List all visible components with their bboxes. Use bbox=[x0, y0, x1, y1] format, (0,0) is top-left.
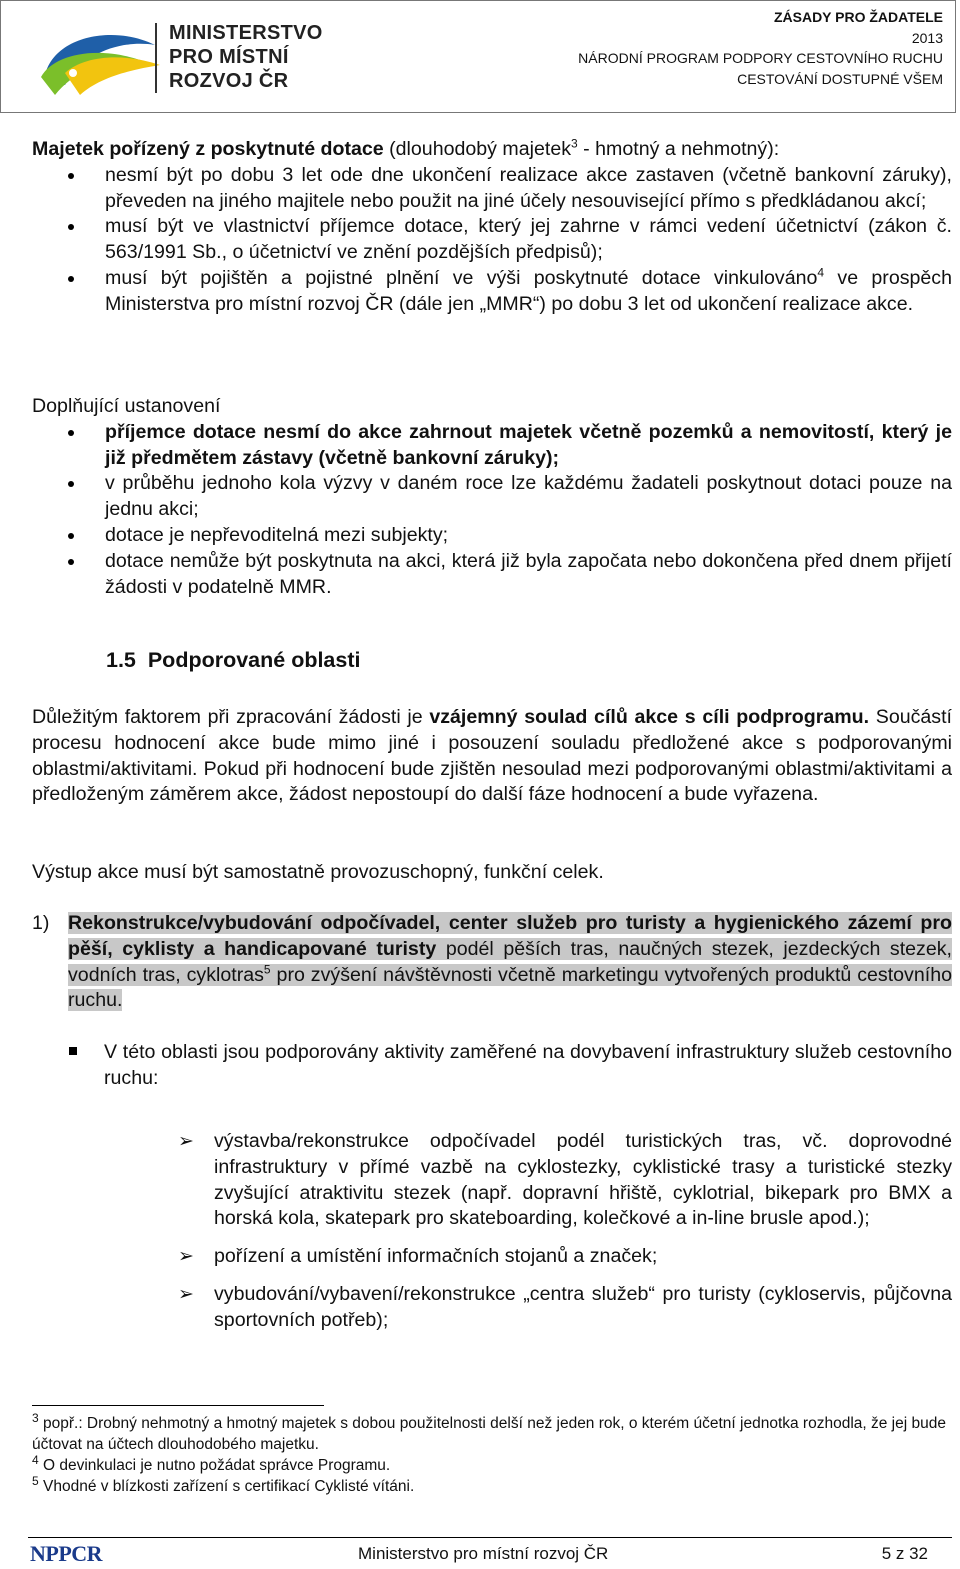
list-item: nesmí být po dobu 3 let ode dne ukončení realizace akce zastaven (včetně bankovní záruky), převeden na jiného majitele nebo použit na jiné účely nesouvisející přímo s předkládanou akcí; bbox=[32, 163, 952, 215]
section-assets bbox=[32, 137, 952, 318]
arrow-icon: ➢ bbox=[178, 1283, 194, 1305]
footnotes bbox=[32, 1410, 950, 1497]
page-number: 5 z 32 bbox=[881, 1544, 928, 1563]
arrow-icon: ➢ bbox=[178, 1131, 194, 1152]
list-item: musí být ve vlastnictví příjemce dotace, který jej zahrne v rámci vedení účetnictví (zákon č. 563/1991 Sb., o účetnictví ve znění pozdějších předpisů); bbox=[32, 214, 952, 266]
area-1 bbox=[32, 911, 952, 1014]
page-header bbox=[0, 0, 956, 113]
program-name: NÁRODNÍ PROGRAM PODPORY CESTOVNÍHO RUCHU bbox=[578, 50, 943, 66]
area-1-activities bbox=[32, 1040, 952, 1092]
area-title: Rekonstrukce/vybudování odpočívadel, center služeb pro turisty a hygienického zázemí pro pěší, cyklisty a handicapované turisty podél pěších tras, naučných stezek, jezdeckých stezek, vodních tras, cyklotras$^5$ pro zvýšení návštěvnosti včetně marketingu vytvořených produktů cestovního ruchu. bbox=[68, 912, 952, 1012]
nppcr-logo: NPPCR bbox=[30, 1541, 103, 1566]
ministry-name: MINISTERSTVO PRO MÍSTNÍ ROZVOJ ČR bbox=[169, 22, 323, 92]
section-output-paragraph: Výstup akce musí být samostatně provozuschopný, funkční celek. bbox=[32, 861, 604, 883]
footer-separator bbox=[28, 1537, 952, 1538]
section-intro-paragraph: Důležitým faktorem při zpracování žádosti je vzájemný soulad cílů akce s cíli podprogramu. Součástí procesu hodnocení akce bude mimo jiné i posouzení souladu předložené akce s podporovanými oblastmi/aktivitami. Pokud při hodnocení bude zjištěn nesoulad mezi podporovanými oblastmi/aktivitami a předloženým záměrem akce, žádost nepostoupí do další fáze hodnocení a bude vyřazena. bbox=[32, 706, 952, 806]
list-item: ➢ vybudování/vybavení/rekonstrukce „centra služeb“ pro turisty (cykloservis, půjčovna sportovních potřeb); bbox=[178, 1282, 952, 1331]
section-heading: Doplňující ustanovení bbox=[32, 395, 221, 417]
logo-divider bbox=[155, 23, 157, 93]
section-heading: Majetek pořízený z poskytnuté dotace (dlouhodobý majetek$^3$ - hmotný a nehmotný): bbox=[32, 136, 780, 160]
area-number: 1) bbox=[32, 912, 50, 934]
subprogram-name: CESTOVÁNÍ DOSTUPNÉ VŠEM bbox=[737, 70, 943, 87]
section-supported-areas bbox=[32, 648, 952, 674]
footnote: $^4$ O devinkulaci je nutno požádat správce Programu. bbox=[32, 1452, 391, 1474]
list-item: dotace nemůže být poskytnuta na akci, která již byla započata nebo dokončena před dnem přijetí žádosti v podatelně MMR. bbox=[32, 549, 952, 601]
list-item: musí být pojištěn a pojistné plnění ve výši poskytnuté dotace vinkulováno$^4$ ve prospěch Ministerstva pro místní rozvoj ČR (dále jen „MMR“) po dobu 3 let od ukončení realizace akce. bbox=[32, 266, 952, 318]
footnote: $^3$ popř.: Drobný nehmotný a hmotný majetek s dobou použitelnosti delší než jeden rok, o kterém účetní jednotka rozhodla, že jej bude účtovat na účtech dlouhodobého majetku. bbox=[32, 1410, 946, 1453]
list-item: v průběhu jednoho kola výzvy v daném roce lze každému žadateli poskytnout dotaci pouze na jednu akci; bbox=[32, 471, 952, 523]
doc-title: ZÁSADY PRO ŽADATELE bbox=[773, 9, 943, 25]
footnote: $^5$ Vhodné v blízkosti zařízení s certifikací Cyklisté vítáni. bbox=[32, 1473, 415, 1495]
section-supplementary bbox=[32, 394, 952, 600]
supplementary-list bbox=[32, 420, 952, 601]
list-item: V této oblasti jsou podporovány aktivity zaměřené na dovybavení infrastruktury služeb cestovního ruchu: bbox=[32, 1040, 952, 1092]
area-1-activity-list bbox=[32, 1129, 952, 1346]
section-title: 1.5 Podporované oblasti bbox=[106, 648, 361, 672]
list-item: ➢ výstavba/rekonstrukce odpočívadel podél turistických tras, vč. doprovodné infrastruktury v přímé vazbě na cyklostezky, cyklistické trasy a turistické stezky zvyšující atraktivitu stezek (např. dopravní hřiště, cyklotrial, bikepark pro BMX a horská kola, skatepark pro skateboarding, kolečkové a in-line brusle apod.); bbox=[178, 1130, 952, 1230]
header-meta bbox=[578, 7, 943, 89]
list-item: dotace je nepřevoditelná mezi subjekty; bbox=[32, 523, 952, 549]
list-item: ➢ pořízení a umístění informačních stojanů a značek; bbox=[32, 1244, 952, 1270]
footer-ministry: Ministerstvo pro místní rozvoj ČR bbox=[358, 1544, 609, 1563]
doc-year: 2013 bbox=[911, 29, 943, 46]
arrow-icon: ➢ bbox=[178, 1246, 194, 1268]
footnote-separator bbox=[32, 1405, 324, 1406]
list-item: příjemce dotace nesmí do akce zahrnout majetek včetně pozemků a nemovitostí, který je již předmětem zástavy (včetně bankovní záruky); bbox=[32, 420, 952, 472]
asset-conditions-list bbox=[32, 163, 952, 318]
